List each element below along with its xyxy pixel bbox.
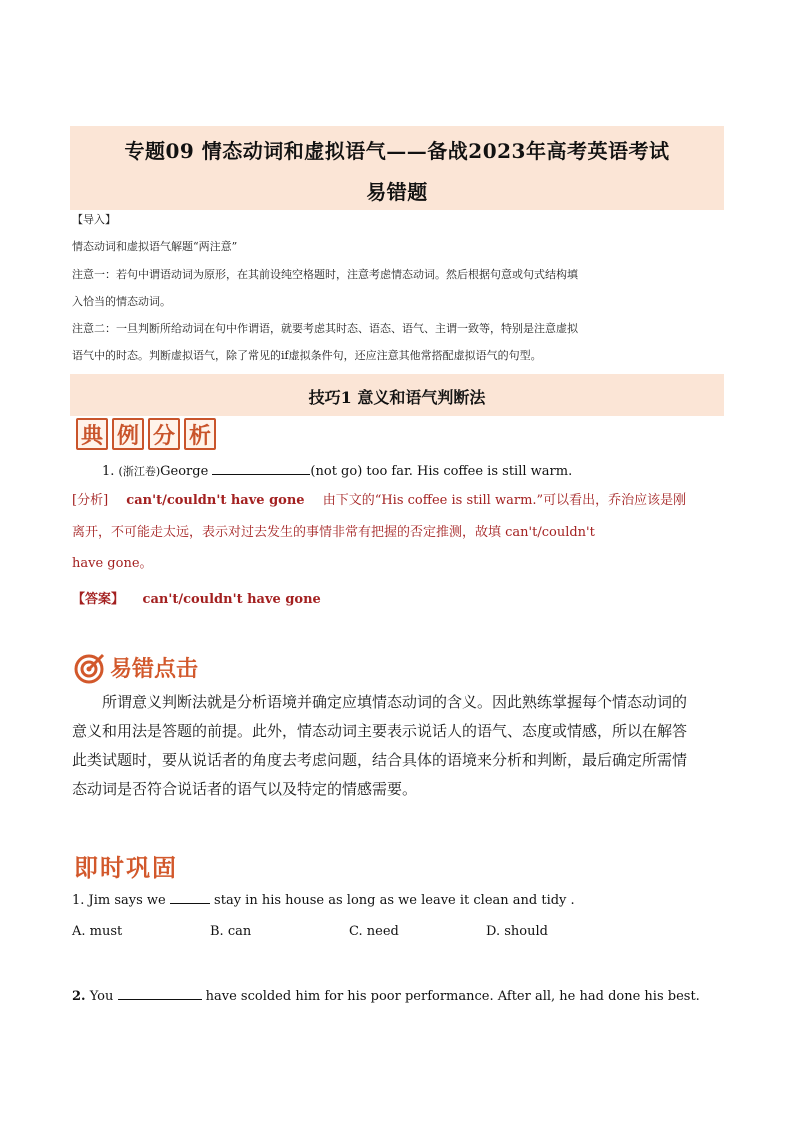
banner-char-3: 分 — [148, 418, 180, 450]
q2-number: 2. — [72, 989, 86, 1004]
q1-text-after: stay in his house as long as we leave it clean and tidy . — [214, 893, 575, 908]
tip-line-1: 所谓意义判断法就是分析语境并确定应填情态动词的含义。因此熟练掌握每个情态动词的 — [102, 693, 688, 711]
analysis-label: [分析] — [72, 493, 109, 508]
example-number: 1. — [102, 464, 115, 479]
intro-line-4: 注意二：一旦判断所给动词在句中作谓语，就要考虑其时态、语态、语气、主谓一致等，特别是注意虚拟 — [72, 322, 578, 335]
banner-char-4: 析 — [184, 418, 216, 450]
q2-blank[interactable] — [118, 987, 202, 1000]
example-text-after: (not go) too far. His coffee is still warm. — [310, 464, 573, 479]
example-banner — [76, 418, 216, 454]
analysis-line-2: 离开，不可能走太远，表示对过去发生的事情非常有把握的否定推测，故填 can't/couldn't — [72, 525, 595, 540]
target-icon — [74, 652, 106, 684]
answer-label: 【答案】 — [72, 592, 125, 607]
intro-line-5: 语气中的时态。判断虚拟语气，除了常见的if虚拟条件句，还应注意其他常搭配虚拟语气的句型。 — [72, 349, 542, 362]
analysis-answer: can't/couldn't have gone — [126, 493, 305, 508]
example-blank[interactable] — [212, 462, 310, 475]
tip-line-3: 此类试题时，要从说话者的角度去考虑问题，结合具体的语境来分析和判断，最后确定所需情 — [72, 751, 688, 769]
intro-line-2: 注意一：若句中谓语动词为原形，在其前设纯空格题时，注意考虑情态动词。然后根据句意或句式结构填 — [72, 268, 578, 281]
banner-char-2: 例 — [112, 418, 144, 450]
analysis-line-1 — [72, 492, 686, 510]
intro-line-1: 情态动词和虚拟语气解题“两注意” — [72, 240, 238, 253]
q2-text-after: have scolded him for his poor performance. After all, he had done his best. — [201, 989, 700, 1004]
section-title: 技巧1 意义和语气判断法 — [308, 388, 486, 407]
answer-value: can't/couldn't have gone — [142, 592, 321, 607]
analysis-line-3: have gone。 — [72, 556, 153, 571]
tip-line-2: 意义和用法是答题的前提。此外，情态动词主要表示说话人的语气、态度或情感，所以在解答 — [72, 722, 688, 740]
example-text-before: George — [160, 464, 213, 479]
practice-question-2 — [72, 987, 700, 1006]
example-question — [102, 462, 572, 481]
practice-question-1 — [72, 891, 575, 910]
q1-option-d[interactable]: D. should — [486, 924, 548, 939]
answer-line — [72, 591, 321, 609]
q1-option-b[interactable]: B. can — [210, 924, 252, 939]
page-title: 专题09 情态动词和虚拟语气——备战2023年高考英语考试 — [124, 139, 670, 163]
page-title-line2: 易错题 — [366, 180, 428, 204]
banner-char-1: 典 — [76, 418, 108, 450]
q2-text-before: You — [85, 989, 118, 1004]
tip-heading: 易错点击 — [110, 657, 199, 682]
q1-blank[interactable] — [170, 891, 210, 904]
intro-line-3: 入恰当的情态动词。 — [72, 295, 171, 308]
q1-option-c[interactable]: C. need — [349, 924, 399, 939]
tip-line-4: 态动词是否符合说话者的语气以及特定的情感需要。 — [72, 780, 418, 798]
analysis-line-1-rest: 由下文的“His coffee is still warm.”可以看出，乔治应该是刚 — [322, 493, 687, 508]
practice-heading: 即时巩固 — [74, 854, 178, 882]
example-source: (浙江卷) — [118, 465, 161, 478]
intro-label: 【导入】 — [72, 213, 116, 226]
q1-text-before: 1. Jim says we — [72, 893, 166, 908]
q1-option-a[interactable]: A. must — [72, 924, 123, 939]
